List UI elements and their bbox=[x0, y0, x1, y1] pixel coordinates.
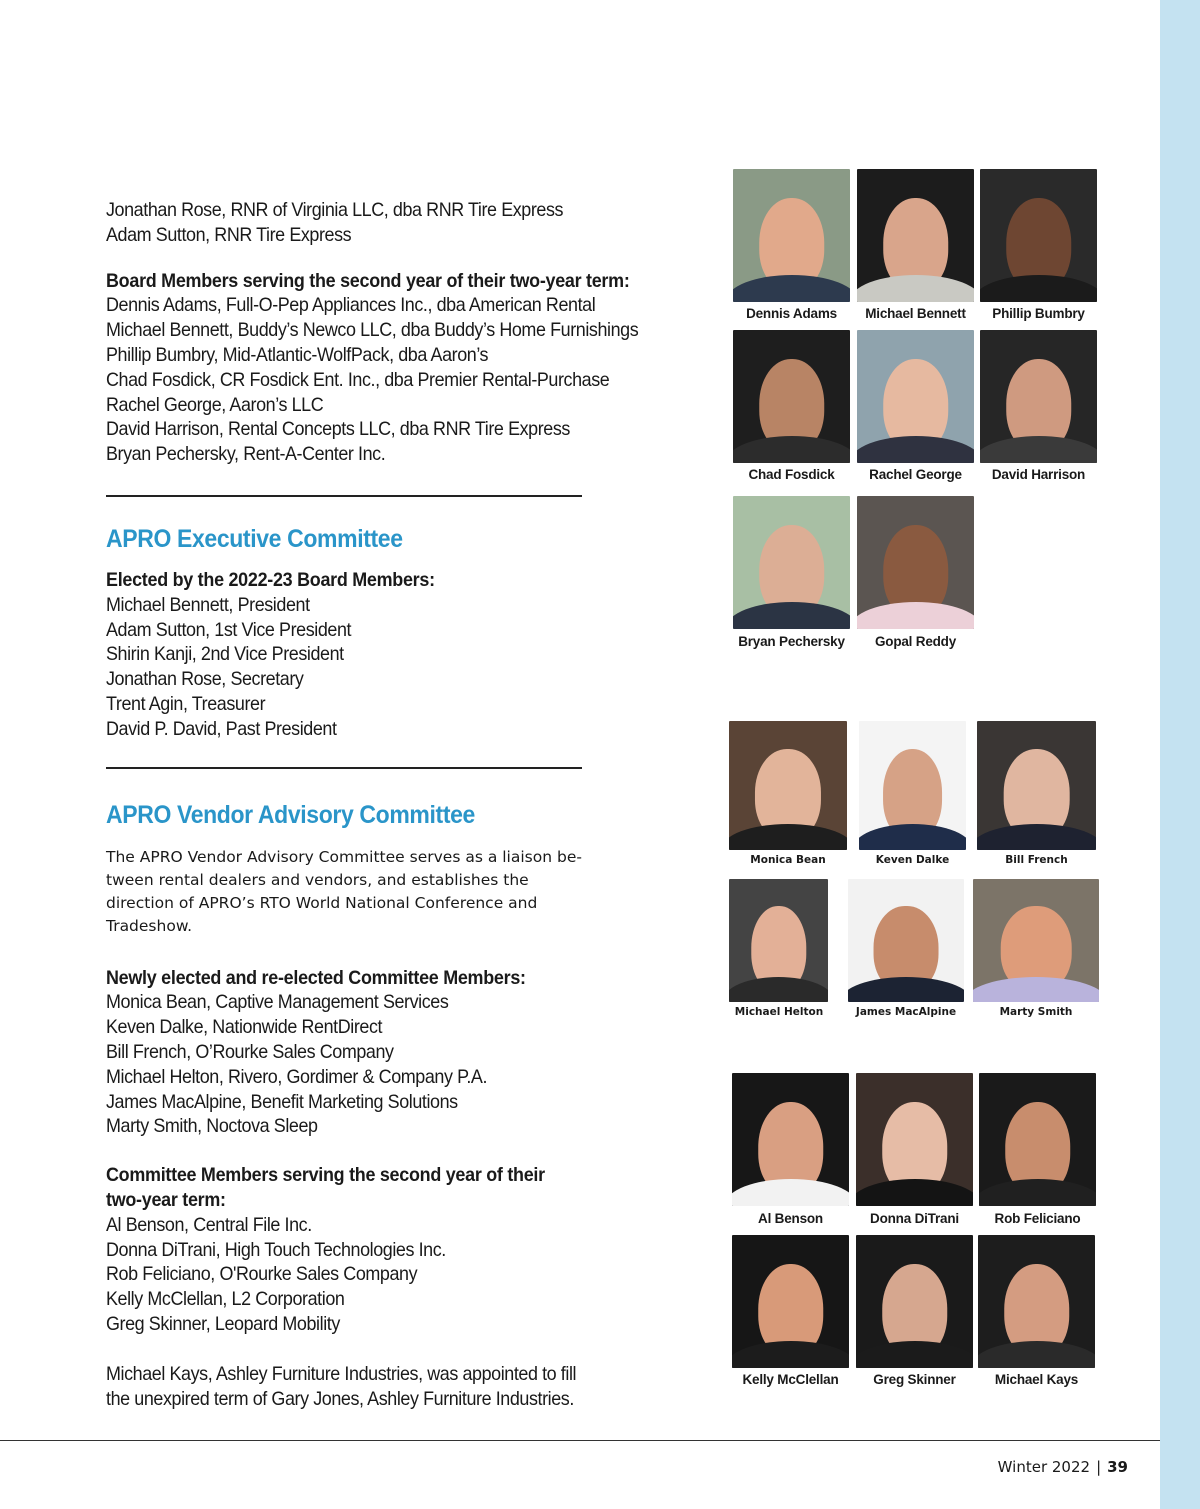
portrait-photo bbox=[732, 1235, 849, 1368]
photo-caption: Gopal Reddy bbox=[874, 634, 957, 649]
photo-caption: Donna DiTrani bbox=[870, 1211, 959, 1226]
executive-committee-title: APRO Executive Committee bbox=[106, 524, 403, 553]
page-footer bbox=[998, 1458, 1128, 1476]
list-item: Al Benson, Central File Inc. bbox=[106, 1213, 312, 1236]
vendor-committee-title: APRO Vendor Advisory Committee bbox=[106, 800, 475, 829]
list-item: Greg Skinner, Leopard Mobility bbox=[106, 1312, 340, 1335]
portrait-photo bbox=[733, 330, 850, 463]
list-item: Michael Bennett, Buddy’s Newco LLC, dba Buddy’s Home Furnishings bbox=[106, 319, 639, 342]
photo-caption: Greg Skinner bbox=[873, 1372, 956, 1387]
vendor-new-list bbox=[106, 990, 666, 1139]
vendor-committee-description: The APRO Vendor Advisory Committee serves as a liaison be-tween rental dealers and vendors, and establishes the direction of APRO’s RTO World National Conference and Tradeshow. bbox=[106, 847, 582, 935]
list-item: Chad Fosdick, CR Fosdick Ent. Inc., dba Premier Rental-Purchase bbox=[106, 368, 610, 391]
portrait-photo bbox=[729, 721, 847, 850]
list-item: Marty Smith, Noctova Sleep bbox=[106, 1115, 318, 1138]
list-item: David Harrison, Rental Concepts LLC, dba RNR Tire Express bbox=[106, 418, 570, 441]
list-item: Phillip Bumbry, Mid-Atlantic-WolfPack, dba Aaron’s bbox=[106, 343, 489, 366]
list-item: Michael Helton, Rivero, Gordimer & Company P.A. bbox=[106, 1065, 488, 1088]
portrait-photo bbox=[856, 1235, 973, 1368]
intro-list bbox=[106, 198, 666, 248]
footer-separator: | bbox=[1096, 1458, 1102, 1476]
list-item: Michael Kays, Ashley Furniture Industries, was appointed to fill bbox=[106, 1362, 577, 1385]
photo-caption: Michael Bennett bbox=[865, 306, 966, 321]
list-item: Jonathan Rose, RNR of Virginia LLC, dba RNR Tire Express bbox=[106, 199, 564, 221]
list-item: Bill French, O’Rourke Sales Company bbox=[106, 1040, 394, 1063]
appointment-note bbox=[106, 1362, 666, 1412]
board-second-year-heading: Board Members serving the second year of their two-year term: bbox=[106, 269, 630, 292]
vendor-new-heading: Newly elected and re-elected Committee Members: bbox=[106, 966, 526, 989]
portrait-photo bbox=[856, 1073, 973, 1206]
photo-caption: Bryan Pechersky bbox=[738, 634, 845, 649]
left-text-column bbox=[106, 198, 666, 1411]
portrait-photo bbox=[732, 1073, 849, 1206]
portrait-photo bbox=[857, 496, 974, 629]
photo-caption: Marty Smith bbox=[999, 1006, 1073, 1018]
footer-divider bbox=[0, 1440, 1160, 1441]
decorative-side-band bbox=[1160, 0, 1200, 1509]
list-item: Kelly McClellan, L2 Corporation bbox=[106, 1288, 345, 1311]
board-second-year-list bbox=[106, 293, 666, 467]
list-item: James MacAlpine, Benefit Marketing Solutions bbox=[106, 1090, 458, 1113]
list-item: David P. David, Past President bbox=[106, 717, 337, 740]
vendor-second-heading-cont: two-year term: bbox=[106, 1188, 226, 1211]
list-item: Adam Sutton, RNR Tire Express bbox=[106, 223, 352, 246]
list-item: Jonathan Rose, Secretary bbox=[106, 668, 304, 691]
portrait-photo bbox=[857, 169, 974, 302]
photo-caption: Rob Feliciano bbox=[994, 1211, 1081, 1226]
photo-caption: Dennis Adams bbox=[746, 306, 837, 321]
vendor-second-heading: Committee Members serving the second year of their bbox=[106, 1164, 545, 1187]
photo-caption: Michael Kays bbox=[994, 1372, 1079, 1387]
portrait-photo bbox=[733, 496, 850, 629]
portrait-photo bbox=[978, 1235, 1095, 1368]
portrait-photo bbox=[973, 879, 1099, 1002]
portrait-photo bbox=[859, 721, 966, 850]
photo-caption: Monica Bean bbox=[750, 854, 826, 866]
list-item: Donna DiTrani, High Touch Technologies Inc. bbox=[106, 1238, 446, 1261]
list-item: Rachel George, Aaron’s LLC bbox=[106, 393, 324, 416]
photo-caption: Kelly McClellan bbox=[742, 1372, 839, 1387]
portrait-photo bbox=[977, 721, 1096, 850]
vendor-second-list bbox=[106, 1213, 666, 1337]
list-item: Monica Bean, Captive Management Services bbox=[106, 991, 449, 1014]
list-item: the unexpired term of Gary Jones, Ashley Furniture Industries. bbox=[106, 1387, 574, 1410]
list-item: Trent Agin, Treasurer bbox=[106, 692, 266, 715]
list-item: Keven Dalke, Nationwide RentDirect bbox=[106, 1016, 383, 1039]
portrait-photo bbox=[980, 169, 1097, 302]
page-number: 39 bbox=[1107, 1458, 1128, 1476]
photo-caption: Phillip Bumbry bbox=[992, 306, 1085, 321]
photo-caption: Keven Dalke bbox=[875, 854, 950, 866]
list-item: Michael Bennett, President bbox=[106, 593, 310, 616]
executive-list bbox=[106, 593, 666, 742]
portrait-photo bbox=[979, 1073, 1096, 1206]
portrait-photo bbox=[733, 169, 850, 302]
list-item: Dennis Adams, Full-O-Pep Appliances Inc., dba American Rental bbox=[106, 294, 596, 317]
photo-caption: Bill French bbox=[1005, 854, 1068, 866]
portrait-photo bbox=[980, 330, 1097, 463]
photo-caption: Michael Helton bbox=[734, 1006, 824, 1018]
list-item: Bryan Pechersky, Rent-A-Center Inc. bbox=[106, 443, 386, 466]
photo-caption: David Harrison bbox=[991, 467, 1086, 482]
portrait-photo bbox=[857, 330, 974, 463]
portrait-photo bbox=[848, 879, 964, 1002]
list-item: Adam Sutton, 1st Vice President bbox=[106, 618, 352, 641]
list-item: Shirin Kanji, 2nd Vice President bbox=[106, 643, 344, 666]
photo-caption: Al Benson bbox=[758, 1211, 823, 1226]
executive-subhead: Elected by the 2022-23 Board Members: bbox=[106, 568, 435, 591]
list-item: Rob Feliciano, O'Rourke Sales Company bbox=[106, 1263, 418, 1286]
photo-caption: Rachel George bbox=[869, 467, 962, 482]
photo-caption: James MacAlpine bbox=[855, 1006, 957, 1018]
portrait-photo bbox=[729, 879, 828, 1002]
issue-label: Winter 2022 bbox=[997, 1458, 1091, 1476]
photo-caption: Chad Fosdick bbox=[748, 467, 835, 482]
